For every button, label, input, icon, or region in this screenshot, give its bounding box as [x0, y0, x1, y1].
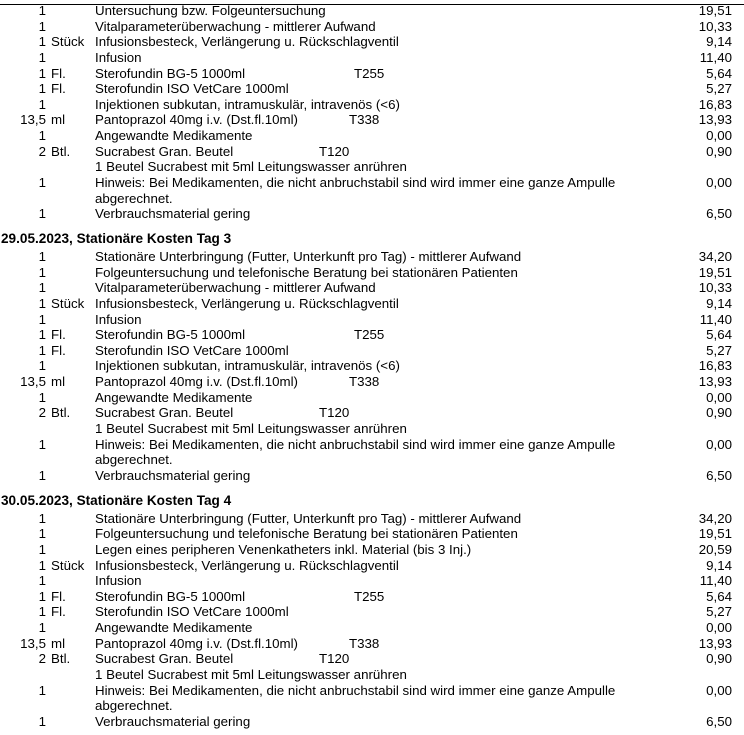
line-item: [0, 128, 744, 144]
unit: Fl.: [51, 588, 66, 604]
description: Vitalparameterüberwachung - mittlerer Aufwand: [95, 280, 376, 296]
amount: 10,33: [698, 280, 732, 296]
amount: 19,51: [698, 526, 732, 542]
amount: 0,90: [706, 651, 732, 667]
unit: Stück: [51, 557, 85, 573]
unit: Btl.: [51, 405, 71, 421]
unit: Fl.: [51, 604, 66, 620]
quantity: 1: [38, 248, 46, 264]
quantity: 1: [38, 588, 46, 604]
quantity: 1: [38, 327, 46, 343]
line-item: [0, 698, 744, 714]
quantity: 1: [38, 65, 46, 81]
description: Pantoprazol 40mg i.v. (Dst.fl.10ml): [95, 112, 298, 128]
line-item: [0, 280, 744, 296]
description: Stationäre Unterbringung (Futter, Unterkunft pro Tag) - mittlerer Aufwand: [95, 248, 522, 264]
quantity: 1: [38, 510, 46, 526]
line-item: [0, 558, 744, 574]
description: Verbrauchsmaterial gering: [95, 713, 251, 729]
quantity: 1: [38, 49, 46, 65]
line-item: [0, 34, 744, 50]
quantity: 1: [38, 604, 46, 620]
line-item: [0, 604, 744, 620]
description: Infusion: [95, 49, 142, 65]
line-item: [0, 144, 744, 160]
quantity: 1: [38, 713, 46, 729]
line-item: [0, 714, 744, 730]
unit: Fl.: [51, 327, 66, 343]
section-title: 29.05.2023, Stationäre Kosten Tag 3: [1, 230, 232, 246]
description: Infusion: [95, 573, 142, 589]
line-item: [0, 3, 744, 19]
amount: 0,00: [706, 389, 732, 405]
quantity: 1: [38, 526, 46, 542]
quantity: 1: [38, 557, 46, 573]
description: Verbrauchsmaterial gering: [95, 467, 251, 483]
article-code: T255: [354, 65, 385, 81]
line-item: [0, 636, 744, 652]
amount: 9,14: [706, 295, 732, 311]
description: abgerechnet.: [95, 452, 173, 468]
line-item: [0, 437, 744, 453]
line-item: [0, 343, 744, 359]
line-item: [0, 526, 744, 542]
description: abgerechnet.: [95, 698, 173, 714]
amount: 16,83: [698, 96, 732, 112]
invoice-lines: [0, 3, 744, 730]
amount: 5,64: [706, 65, 732, 81]
description: 1 Beutel Sucrabest mit 5ml Leitungswasser anrühren: [95, 421, 407, 437]
unit: Fl.: [51, 342, 66, 358]
quantity: 1: [38, 175, 46, 191]
amount: 5,64: [706, 588, 732, 604]
description: Sterofundin BG-5 1000ml: [95, 588, 246, 604]
description: Folgeuntersuchung und telefonische Beratung bei stationären Patienten: [95, 526, 518, 542]
description: Legen eines peripheren Venenkatheters inkl. Material (bis 3 Inj.): [95, 541, 472, 557]
line-item: [0, 511, 744, 527]
amount: 13,93: [698, 635, 732, 651]
quantity: 1: [38, 620, 46, 636]
description: abgerechnet.: [95, 190, 173, 206]
line-item: [0, 573, 744, 589]
line-item: [0, 390, 744, 406]
amount: 19,51: [698, 3, 732, 18]
amount: 5,27: [706, 81, 732, 97]
line-item: [0, 50, 744, 66]
description: Sterofundin ISO VetCare 1000ml: [95, 342, 289, 358]
article-code: T120: [319, 405, 350, 421]
article-code: T255: [354, 327, 385, 343]
description: Vitalparameterüberwachung - mittlerer Aufwand: [95, 18, 376, 34]
article-code: T338: [349, 374, 380, 390]
description: Folgeuntersuchung und telefonische Beratung bei stationären Patienten: [95, 264, 518, 280]
description: Pantoprazol 40mg i.v. (Dst.fl.10ml): [95, 635, 298, 651]
unit: Fl.: [51, 65, 66, 81]
description: Verbrauchsmaterial gering: [95, 206, 251, 222]
quantity: 1: [38, 682, 46, 698]
quantity: 1: [38, 264, 46, 280]
quantity: 1: [38, 311, 46, 327]
quantity: 13,5: [20, 635, 46, 651]
line-item: [0, 66, 744, 82]
line-item: [0, 19, 744, 35]
description: Angewandte Medikamente: [95, 389, 253, 405]
amount: 5,64: [706, 327, 732, 343]
unit: Stück: [51, 295, 85, 311]
article-code: T338: [349, 112, 380, 128]
line-item: [0, 97, 744, 113]
amount: 10,33: [698, 18, 732, 34]
description: Infusionsbesteck, Verlängerung u. Rückschlagventil: [95, 34, 399, 50]
amount: 0,90: [706, 143, 732, 159]
amount: 0,00: [706, 620, 732, 636]
amount: 11,40: [699, 311, 732, 327]
section-header: [0, 490, 744, 510]
description: Injektionen subkutan, intramuskulär, intravenös (<6): [95, 96, 400, 112]
quantity: 1: [38, 467, 46, 483]
unit: ml: [51, 112, 66, 128]
line-item: [0, 667, 744, 683]
amount: 6,50: [706, 467, 732, 483]
description: 1 Beutel Sucrabest mit 5ml Leitungswasser anrühren: [95, 159, 407, 175]
description: Infusionsbesteck, Verlängerung u. Rückschlagventil: [95, 557, 399, 573]
unit: Stück: [51, 34, 85, 50]
description: Pantoprazol 40mg i.v. (Dst.fl.10ml): [95, 374, 298, 390]
amount: 20,59: [698, 541, 732, 557]
description: Hinweis: Bei Medikamenten, die nicht anbruchstabil sind wird immer eine ganze Ampulle: [95, 682, 616, 698]
line-item: [0, 589, 744, 605]
quantity: 1: [38, 3, 46, 18]
description: Infusion: [95, 311, 142, 327]
description: Angewandte Medikamente: [95, 620, 253, 636]
article-code: T255: [354, 588, 385, 604]
line-item: [0, 159, 744, 175]
line-item: [0, 206, 744, 222]
article-code: T120: [319, 143, 350, 159]
quantity: 1: [38, 541, 46, 557]
quantity: 1: [38, 18, 46, 34]
description: Sucrabest Gran. Beutel: [95, 143, 234, 159]
description: Injektionen subkutan, intramuskulär, intravenös (<6): [95, 358, 400, 374]
amount: 13,93: [698, 374, 732, 390]
section-title: 30.05.2023, Stationäre Kosten Tag 4: [1, 492, 232, 508]
quantity: 2: [38, 651, 46, 667]
line-item: [0, 683, 744, 699]
line-item: [0, 421, 744, 437]
quantity: 13,5: [20, 374, 46, 390]
line-item: [0, 112, 744, 128]
quantity: 1: [38, 358, 46, 374]
amount: 5,27: [706, 604, 732, 620]
line-item: [0, 358, 744, 374]
line-item: [0, 374, 744, 390]
description: Sterofundin BG-5 1000ml: [95, 327, 246, 343]
amount: 11,40: [699, 573, 732, 589]
amount: 0,00: [706, 175, 732, 191]
line-item: [0, 327, 744, 343]
description: Sucrabest Gran. Beutel: [95, 405, 234, 421]
amount: 13,93: [698, 112, 732, 128]
article-code: T338: [349, 635, 380, 651]
amount: 16,83: [698, 358, 732, 374]
amount: 9,14: [706, 557, 732, 573]
line-item: [0, 452, 744, 468]
amount: 6,50: [706, 713, 732, 729]
quantity: 1: [38, 34, 46, 50]
amount: 5,27: [706, 342, 732, 358]
amount: 6,50: [706, 206, 732, 222]
line-item: [0, 81, 744, 97]
quantity: 1: [38, 128, 46, 144]
line-item: [0, 651, 744, 667]
amount: 0,90: [706, 405, 732, 421]
line-item: [0, 191, 744, 207]
description: Sterofundin BG-5 1000ml: [95, 65, 246, 81]
section-header: [0, 228, 744, 248]
quantity: 1: [38, 573, 46, 589]
quantity: 1: [38, 96, 46, 112]
amount: 34,20: [698, 248, 732, 264]
description: Stationäre Unterbringung (Futter, Unterkunft pro Tag) - mittlerer Aufwand: [95, 510, 522, 526]
amount: 0,00: [706, 436, 732, 452]
quantity: 2: [38, 143, 46, 159]
line-item: [0, 249, 744, 265]
line-item: [0, 620, 744, 636]
line-item: [0, 265, 744, 281]
unit: Btl.: [51, 143, 71, 159]
description: Hinweis: Bei Medikamenten, die nicht anbruchstabil sind wird immer eine ganze Ampulle: [95, 175, 616, 191]
description: Sterofundin ISO VetCare 1000ml: [95, 81, 289, 97]
quantity: 1: [38, 342, 46, 358]
unit: Btl.: [51, 651, 71, 667]
unit: ml: [51, 635, 66, 651]
line-item: [0, 542, 744, 558]
line-item: [0, 175, 744, 191]
quantity: 2: [38, 405, 46, 421]
quantity: 1: [38, 206, 46, 222]
line-item: [0, 405, 744, 421]
quantity: 1: [38, 81, 46, 97]
description: Untersuchung bzw. Folgeuntersuchung: [95, 3, 326, 18]
description: Sucrabest Gran. Beutel: [95, 651, 234, 667]
quantity: 1: [38, 280, 46, 296]
unit: Fl.: [51, 81, 66, 97]
article-code: T120: [319, 651, 350, 667]
description: Angewandte Medikamente: [95, 128, 253, 144]
description: Sterofundin ISO VetCare 1000ml: [95, 604, 289, 620]
line-item: [0, 296, 744, 312]
description: Hinweis: Bei Medikamenten, die nicht anbruchstabil sind wird immer eine ganze Ampulle: [95, 436, 616, 452]
quantity: 1: [38, 436, 46, 452]
unit: ml: [51, 374, 66, 390]
amount: 34,20: [698, 510, 732, 526]
amount: 11,40: [699, 49, 732, 65]
quantity: 1: [38, 295, 46, 311]
description: Infusionsbesteck, Verlängerung u. Rückschlagventil: [95, 295, 399, 311]
amount: 0,00: [706, 128, 732, 144]
quantity: 13,5: [20, 112, 46, 128]
amount: 0,00: [706, 682, 732, 698]
line-item: [0, 468, 744, 484]
line-item: [0, 312, 744, 328]
description: 1 Beutel Sucrabest mit 5ml Leitungswasser anrühren: [95, 666, 407, 682]
quantity: 1: [38, 389, 46, 405]
amount: 19,51: [698, 264, 732, 280]
amount: 9,14: [706, 34, 732, 50]
